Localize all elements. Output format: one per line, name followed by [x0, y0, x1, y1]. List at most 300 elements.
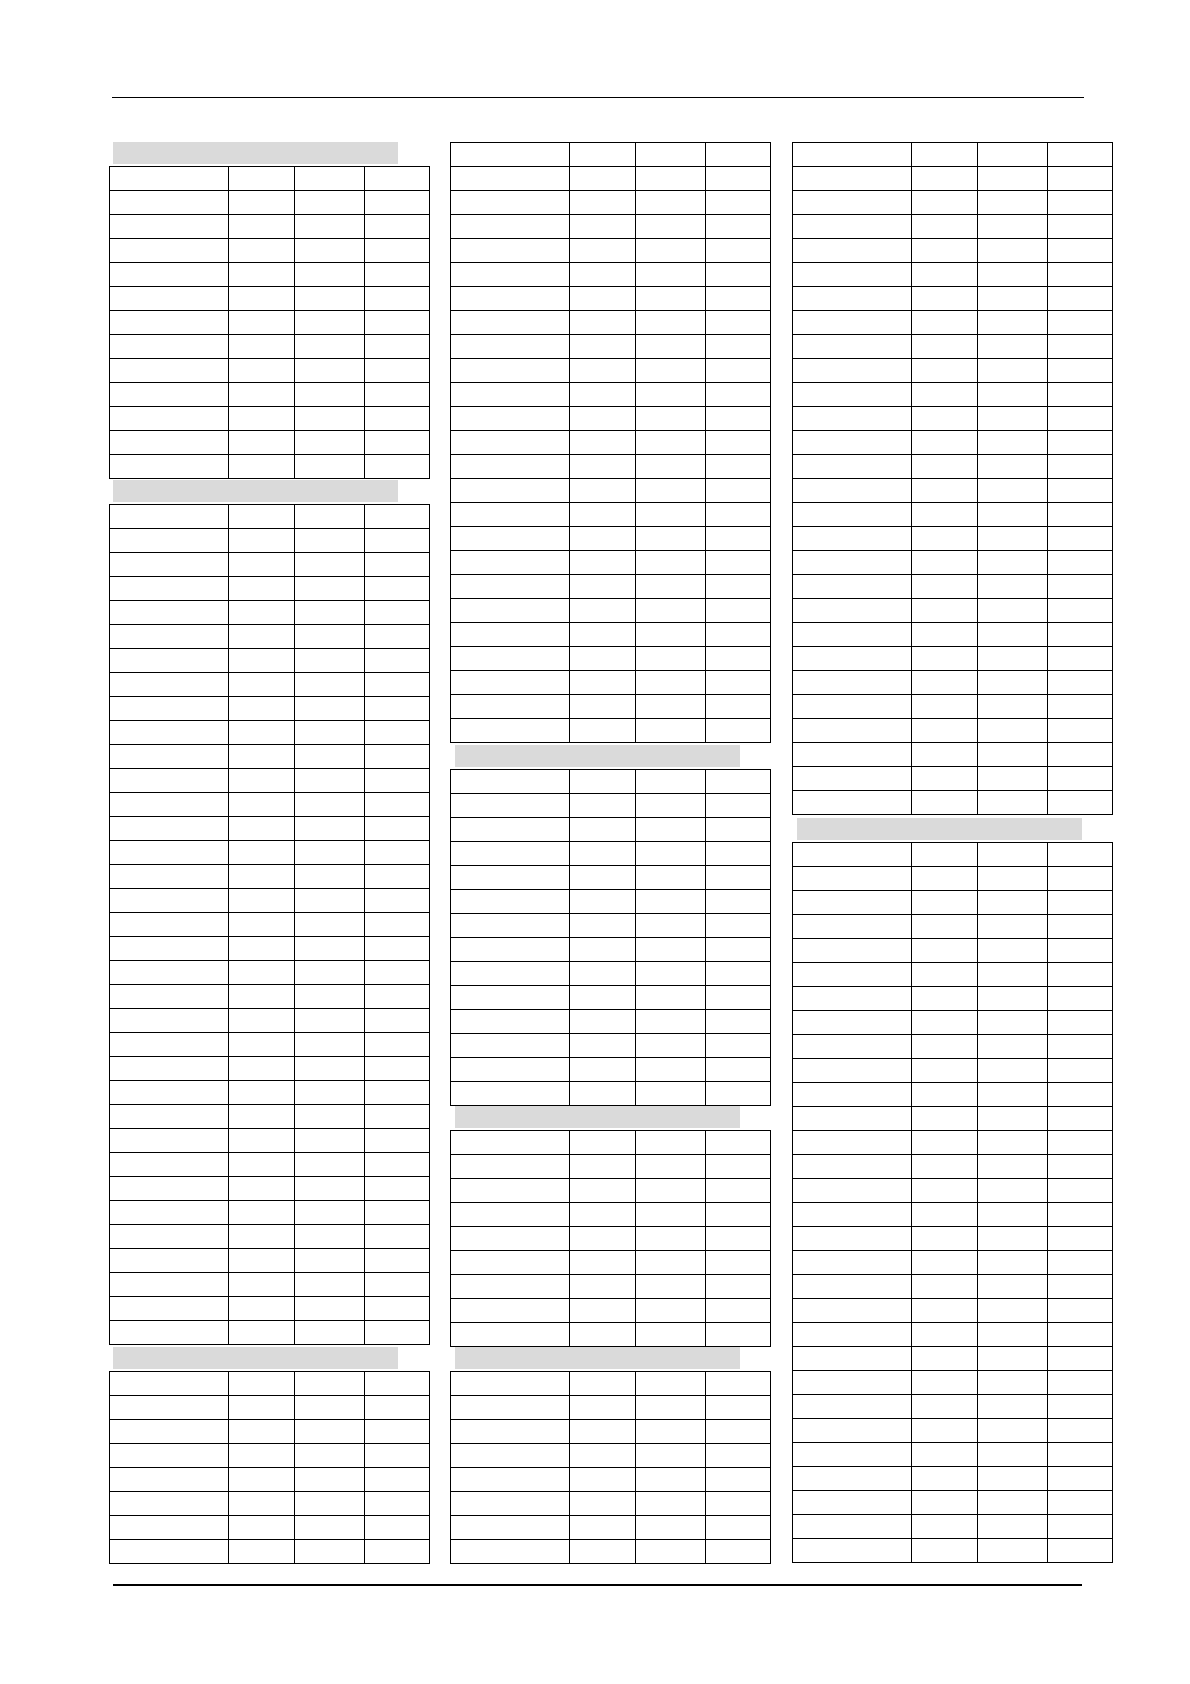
- table-row: [110, 311, 430, 335]
- table-cell: [110, 1153, 229, 1177]
- table-row: [110, 455, 430, 479]
- table-row: [110, 407, 430, 431]
- table-cell: [706, 167, 771, 191]
- blank-table: [109, 1371, 430, 1564]
- table-cell: [706, 1251, 771, 1275]
- table-row: [451, 1299, 771, 1323]
- table-cell: [1048, 1275, 1113, 1299]
- table-cell: [912, 623, 978, 647]
- table-cell: [365, 1297, 430, 1321]
- table-cell: [1048, 1347, 1113, 1371]
- table-row: [793, 1059, 1113, 1083]
- table-cell: [365, 383, 430, 407]
- table-cell: [295, 1516, 365, 1540]
- table-row: [793, 359, 1113, 383]
- table-cell: [793, 1323, 912, 1347]
- table-cell: [229, 1057, 295, 1081]
- table-cell: [110, 817, 229, 841]
- table-cell: [636, 311, 706, 335]
- table-cell: [1048, 1155, 1113, 1179]
- table-cell: [229, 601, 295, 625]
- table-cell: [636, 1227, 706, 1251]
- table-cell: [295, 649, 365, 673]
- table-cell: [706, 1420, 771, 1444]
- table-cell: [793, 1515, 912, 1539]
- table-cell: [451, 938, 570, 962]
- table-cell: [570, 575, 636, 599]
- table-cell: [229, 1516, 295, 1540]
- table-cell: [706, 431, 771, 455]
- table-cell: [636, 1179, 706, 1203]
- section-header-bar: [113, 480, 398, 502]
- table-cell: [110, 1273, 229, 1297]
- table-cell: [793, 1251, 912, 1275]
- table-cell: [978, 1539, 1048, 1563]
- table-cell: [451, 503, 570, 527]
- table-cell: [912, 719, 978, 743]
- table-cell: [229, 407, 295, 431]
- table-row: [451, 1372, 771, 1396]
- table-cell: [365, 697, 430, 721]
- table-cell: [295, 455, 365, 479]
- table-cell: [636, 575, 706, 599]
- table-cell: [110, 1468, 229, 1492]
- table-cell: [110, 985, 229, 1009]
- table-cell: [978, 167, 1048, 191]
- table-cell: [229, 1177, 295, 1201]
- table-row: [793, 599, 1113, 623]
- table-cell: [1048, 867, 1113, 891]
- table-cell: [706, 1203, 771, 1227]
- table-row: [793, 503, 1113, 527]
- table-cell: [978, 843, 1048, 867]
- table-cell: [793, 359, 912, 383]
- table-cell: [912, 1419, 978, 1443]
- table-cell: [1048, 479, 1113, 503]
- table-row: [451, 1420, 771, 1444]
- table-cell: [978, 791, 1048, 815]
- table-row: [110, 913, 430, 937]
- table-cell: [1048, 1539, 1113, 1563]
- table-cell: [706, 575, 771, 599]
- table-cell: [978, 479, 1048, 503]
- table-cell: [793, 1275, 912, 1299]
- table-row: [451, 914, 771, 938]
- table-cell: [451, 1010, 570, 1034]
- table-cell: [451, 1420, 570, 1444]
- table-cell: [912, 503, 978, 527]
- table-cell: [110, 1225, 229, 1249]
- table-cell: [1048, 843, 1113, 867]
- table-cell: [229, 1372, 295, 1396]
- table-row: [793, 1107, 1113, 1131]
- table-cell: [570, 527, 636, 551]
- table-cell: [1048, 527, 1113, 551]
- table-cell: [706, 719, 771, 743]
- table-cell: [636, 1275, 706, 1299]
- table-cell: [636, 455, 706, 479]
- table-cell: [706, 1227, 771, 1251]
- table-cell: [110, 1033, 229, 1057]
- table-cell: [636, 866, 706, 890]
- table-cell: [110, 1057, 229, 1081]
- table-cell: [793, 1419, 912, 1443]
- table-cell: [706, 890, 771, 914]
- table-cell: [978, 1251, 1048, 1275]
- table-cell: [706, 359, 771, 383]
- table-cell: [451, 1227, 570, 1251]
- table-cell: [570, 1492, 636, 1516]
- table-row: [110, 817, 430, 841]
- table-cell: [570, 1034, 636, 1058]
- table-row: [451, 143, 771, 167]
- table-cell: [706, 1058, 771, 1082]
- table-cell: [978, 1299, 1048, 1323]
- table-cell: [912, 767, 978, 791]
- table-cell: [793, 1083, 912, 1107]
- table-cell: [365, 239, 430, 263]
- table-row: [110, 1321, 430, 1345]
- table-cell: [1048, 311, 1113, 335]
- table-cell: [912, 575, 978, 599]
- table-row: [110, 1540, 430, 1564]
- table-cell: [451, 551, 570, 575]
- table-cell: [912, 671, 978, 695]
- table-cell: [110, 865, 229, 889]
- table-cell: [365, 625, 430, 649]
- table-cell: [793, 551, 912, 575]
- table-row: [451, 1251, 771, 1275]
- table-row: [793, 1275, 1113, 1299]
- table-row: [793, 1299, 1113, 1323]
- table-cell: [570, 599, 636, 623]
- table-cell: [636, 1396, 706, 1420]
- table-cell: [295, 239, 365, 263]
- table-cell: [365, 1105, 430, 1129]
- table-cell: [912, 915, 978, 939]
- table-cell: [229, 1153, 295, 1177]
- table-row: [110, 505, 430, 529]
- table-cell: [365, 649, 430, 673]
- table-cell: [570, 1540, 636, 1564]
- table-cell: [706, 1082, 771, 1106]
- table-cell: [229, 1468, 295, 1492]
- table-row: [110, 649, 430, 673]
- table-row: [110, 1444, 430, 1468]
- table-cell: [229, 1297, 295, 1321]
- table-row: [793, 455, 1113, 479]
- table-cell: [793, 407, 912, 431]
- table-cell: [636, 1203, 706, 1227]
- table-cell: [451, 1251, 570, 1275]
- table-cell: [365, 1372, 430, 1396]
- table-cell: [570, 1396, 636, 1420]
- table-cell: [110, 1129, 229, 1153]
- table-cell: [451, 818, 570, 842]
- table-cell: [110, 1009, 229, 1033]
- table-row: [451, 842, 771, 866]
- table-row: [793, 335, 1113, 359]
- table-cell: [451, 1516, 570, 1540]
- table-cell: [912, 191, 978, 215]
- table-cell: [978, 915, 1048, 939]
- table-row: [793, 239, 1113, 263]
- table-cell: [451, 167, 570, 191]
- section-header-bar: [113, 142, 398, 164]
- table-row: [793, 311, 1113, 335]
- table-cell: [706, 1396, 771, 1420]
- table-cell: [912, 1323, 978, 1347]
- table-cell: [570, 671, 636, 695]
- table-cell: [912, 1275, 978, 1299]
- table-cell: [295, 817, 365, 841]
- table-cell: [365, 865, 430, 889]
- table-cell: [229, 865, 295, 889]
- table-cell: [978, 767, 1048, 791]
- table-cell: [636, 938, 706, 962]
- table-cell: [451, 866, 570, 890]
- table-row: [110, 191, 430, 215]
- table-cell: [365, 985, 430, 1009]
- table-cell: [912, 843, 978, 867]
- table-cell: [706, 143, 771, 167]
- table-row: [451, 1131, 771, 1155]
- table-cell: [451, 527, 570, 551]
- table-cell: [706, 794, 771, 818]
- table-row: [451, 1516, 771, 1540]
- table-cell: [706, 311, 771, 335]
- table-cell: [451, 1444, 570, 1468]
- table-cell: [912, 1251, 978, 1275]
- table-cell: [451, 1540, 570, 1564]
- table-row: [793, 1011, 1113, 1035]
- table-cell: [978, 867, 1048, 891]
- table-cell: [978, 431, 1048, 455]
- table-cell: [451, 1179, 570, 1203]
- table-cell: [570, 335, 636, 359]
- table-cell: [365, 1033, 430, 1057]
- table-row: [110, 529, 430, 553]
- table-row: [110, 1081, 430, 1105]
- table-cell: [1048, 719, 1113, 743]
- table-row: [451, 1540, 771, 1564]
- table-row: [110, 1225, 430, 1249]
- table-row: [451, 1468, 771, 1492]
- table-row: [793, 1515, 1113, 1539]
- table-cell: [978, 1347, 1048, 1371]
- table-cell: [229, 721, 295, 745]
- table-cell: [365, 673, 430, 697]
- table-cell: [636, 191, 706, 215]
- table-cell: [570, 1275, 636, 1299]
- table-cell: [912, 431, 978, 455]
- table-cell: [295, 287, 365, 311]
- table-row: [451, 695, 771, 719]
- table-row: [451, 818, 771, 842]
- table-cell: [451, 1034, 570, 1058]
- table-row: [451, 1082, 771, 1106]
- table-cell: [110, 1444, 229, 1468]
- table-cell: [636, 794, 706, 818]
- table-cell: [295, 1201, 365, 1225]
- table-cell: [912, 1395, 978, 1419]
- table-cell: [793, 1035, 912, 1059]
- table-cell: [295, 1225, 365, 1249]
- table-cell: [793, 1203, 912, 1227]
- table-row: [110, 1297, 430, 1321]
- table-cell: [295, 673, 365, 697]
- table-cell: [295, 1468, 365, 1492]
- table-row: [451, 1058, 771, 1082]
- table-cell: [365, 287, 430, 311]
- table-cell: [706, 1540, 771, 1564]
- table-cell: [570, 1058, 636, 1082]
- table-row: [793, 719, 1113, 743]
- table-cell: [570, 383, 636, 407]
- table-cell: [229, 1201, 295, 1225]
- table-cell: [451, 695, 570, 719]
- table-cell: [912, 1107, 978, 1131]
- table-cell: [110, 1321, 229, 1345]
- table-cell: [636, 1323, 706, 1347]
- table-cell: [110, 191, 229, 215]
- section-header-bar: [113, 1347, 398, 1369]
- table-cell: [451, 1082, 570, 1106]
- table-cell: [978, 335, 1048, 359]
- table-cell: [451, 1372, 570, 1396]
- table-cell: [912, 215, 978, 239]
- table-cell: [706, 1155, 771, 1179]
- table-cell: [706, 1299, 771, 1323]
- table-cell: [110, 625, 229, 649]
- table-cell: [229, 1420, 295, 1444]
- table-cell: [110, 793, 229, 817]
- table-row: [793, 843, 1113, 867]
- table-cell: [1048, 287, 1113, 311]
- table-cell: [1048, 383, 1113, 407]
- table-cell: [912, 1371, 978, 1395]
- table-cell: [229, 359, 295, 383]
- table-cell: [636, 671, 706, 695]
- table-cell: [793, 695, 912, 719]
- table-row: [793, 1419, 1113, 1443]
- table-cell: [706, 647, 771, 671]
- table-cell: [110, 263, 229, 287]
- table-cell: [110, 407, 229, 431]
- table-cell: [706, 842, 771, 866]
- table-cell: [793, 891, 912, 915]
- table-cell: [912, 167, 978, 191]
- table-row: [793, 963, 1113, 987]
- table-cell: [229, 263, 295, 287]
- table-row: [451, 671, 771, 695]
- table-cell: [1048, 455, 1113, 479]
- table-cell: [706, 599, 771, 623]
- table-cell: [229, 649, 295, 673]
- table-cell: [229, 529, 295, 553]
- table-cell: [912, 987, 978, 1011]
- table-cell: [570, 914, 636, 938]
- table-cell: [636, 1444, 706, 1468]
- table-cell: [793, 1491, 912, 1515]
- table-cell: [1048, 939, 1113, 963]
- table-cell: [706, 1323, 771, 1347]
- table-cell: [570, 719, 636, 743]
- table-cell: [793, 1443, 912, 1467]
- table-cell: [978, 1515, 1048, 1539]
- table-cell: [295, 1249, 365, 1273]
- table-cell: [706, 287, 771, 311]
- table-cell: [978, 1323, 1048, 1347]
- table-cell: [793, 1131, 912, 1155]
- table-cell: [706, 962, 771, 986]
- table-cell: [295, 1033, 365, 1057]
- table-cell: [295, 601, 365, 625]
- table-cell: [229, 215, 295, 239]
- table-cell: [365, 745, 430, 769]
- blank-table: [450, 769, 771, 1106]
- table-cell: [365, 1420, 430, 1444]
- table-cell: [912, 1179, 978, 1203]
- table-cell: [1048, 551, 1113, 575]
- table-cell: [110, 1420, 229, 1444]
- table-row: [110, 985, 430, 1009]
- table-cell: [570, 1372, 636, 1396]
- table-row: [110, 215, 430, 239]
- table-cell: [793, 1539, 912, 1563]
- table-cell: [365, 721, 430, 745]
- table-cell: [636, 1420, 706, 1444]
- table-cell: [912, 1515, 978, 1539]
- table-cell: [365, 505, 430, 529]
- table-cell: [365, 1516, 430, 1540]
- table-cell: [570, 1082, 636, 1106]
- table-cell: [978, 987, 1048, 1011]
- table-cell: [793, 1395, 912, 1419]
- table-cell: [1048, 167, 1113, 191]
- table-row: [110, 721, 430, 745]
- table-cell: [1048, 1251, 1113, 1275]
- table-cell: [706, 263, 771, 287]
- table-cell: [1048, 1323, 1113, 1347]
- table-cell: [295, 1129, 365, 1153]
- table-row: [451, 962, 771, 986]
- table-cell: [295, 553, 365, 577]
- table-cell: [365, 263, 430, 287]
- table-cell: [978, 143, 1048, 167]
- table-cell: [706, 623, 771, 647]
- table-cell: [570, 1444, 636, 1468]
- table-cell: [978, 1203, 1048, 1227]
- table-cell: [570, 287, 636, 311]
- table-row: [110, 1033, 430, 1057]
- table-row: [793, 1323, 1113, 1347]
- table-cell: [295, 1009, 365, 1033]
- table-cell: [793, 215, 912, 239]
- section-header-bar: [455, 1347, 740, 1369]
- table-cell: [295, 407, 365, 431]
- table-cell: [570, 938, 636, 962]
- table-cell: [570, 191, 636, 215]
- table-cell: [706, 407, 771, 431]
- table-cell: [636, 335, 706, 359]
- table-cell: [706, 1010, 771, 1034]
- table-row: [451, 1275, 771, 1299]
- table-cell: [978, 263, 1048, 287]
- table-cell: [636, 215, 706, 239]
- table-row: [793, 191, 1113, 215]
- table-row: [110, 335, 430, 359]
